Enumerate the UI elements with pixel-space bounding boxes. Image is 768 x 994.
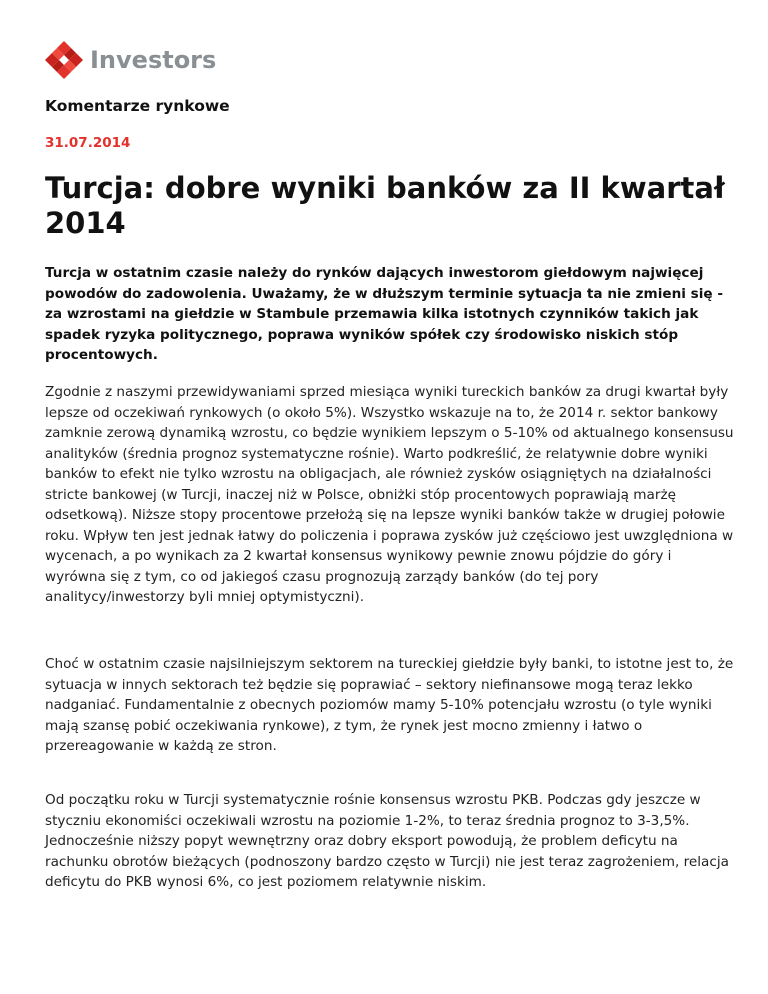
- article-lead: Turcja w ostatnim czasie należy do rynków dających inwestorom giełdowym najwięcej powodów do zadowolenia. Uważamy, że w dłuższym terminie sytuacja ta nie zmieni się - za wzrostami na giełdzie w Stambule przemawia kilka istotnych czynników takich jak spadek ryzyka politycznego, poprawa wyników spółek czy środowisko niskich stóp procentowych.: [45, 265, 723, 363]
- article-paragraph: Choć w ostatnim czasie najsilniejszym sektorem na tureckiej giełdzie były banki, to istotne jest to, że sytuacja w innych sektorach też będzie się poprawiać – sektory niefinansowe mogą teraz lekko nadganiać. Fundamentalnie z obecnych poziomów mamy 5-10% potencjału wzrostu (o tyle wyniki mają szansę pobić oczekiwania rynkowe), z tym, że rynek jest mocno zmienny i łatwo o przereagowanie w każdą ze stron.: [45, 656, 734, 754]
- brand-logo[interactable]: [44, 40, 216, 80]
- investors-logo-icon: [44, 40, 84, 80]
- article-paragraph: Od początku roku w Turcji systematycznie rośnie konsensus wzrostu PKB. Podczas gdy jeszcze w styczniu ekonomiści oczekiwali wzrostu na poziomie 1-2%, to teraz średnia prognoz to 3-3,5%. Jednocześnie niższy popyt wewnętrzny oraz dobry eksport powodują, że problem deficytu na rachunku obrotów bieżących (podnoszony bardzo często w Turcji) nie jest teraz zagrożeniem, relacja deficytu do PKB wynosi 6%, co jest poziomem relatywnie niskim.: [45, 792, 729, 890]
- publication-date: 31.07.2014: [45, 135, 131, 151]
- brand-name: Investors: [90, 46, 217, 74]
- section-label: Komentarze rynkowe: [45, 97, 230, 115]
- article-title: Turcja: dobre wyniki banków za II kwartał 2014: [45, 171, 725, 240]
- article-paragraph: Zgodnie z naszymi przewidywaniami sprzed miesiąca wyniki tureckich banków za drugi kwartał były lepsze od oczekiwań rynkowych (o około 5%). Wszystko wskazuje na to, że 2014 r. sektor bankowy zamknie zerową dynamiką wzrostu, co będzie wynikiem lepszym o 5-10% od aktualnego konsensusu analityków (średnia prognoz systematyczne rośnie). Warto podkreślić, że relatywnie dobre wyniki banków to efekt nie tylko wzrostu na obligacjach, ale również zysków osiągniętych na działalności stricte bankowej (w Turcji, inaczej niż w Polsce, obniżki stóp procentowych poprawiają marżę odsetkową). Niższe stopy procentowe przełożą się na lepsze wyniki banków także w drugiej połowie roku. Wpływ ten jest jednak łatwy do policzenia i poprawa zysków już częściowo jest uwzględniona w wycenach, a po wynikach za 2 kwartał konsensus wynikowy pewnie znowu pójdzie do góry i wyrówna się z tym, co od jakiegoś czasu prognozują zarządy banków (do tej pory analitycy/inwestorzy byli mniej optymistyczni).: [45, 384, 734, 605]
